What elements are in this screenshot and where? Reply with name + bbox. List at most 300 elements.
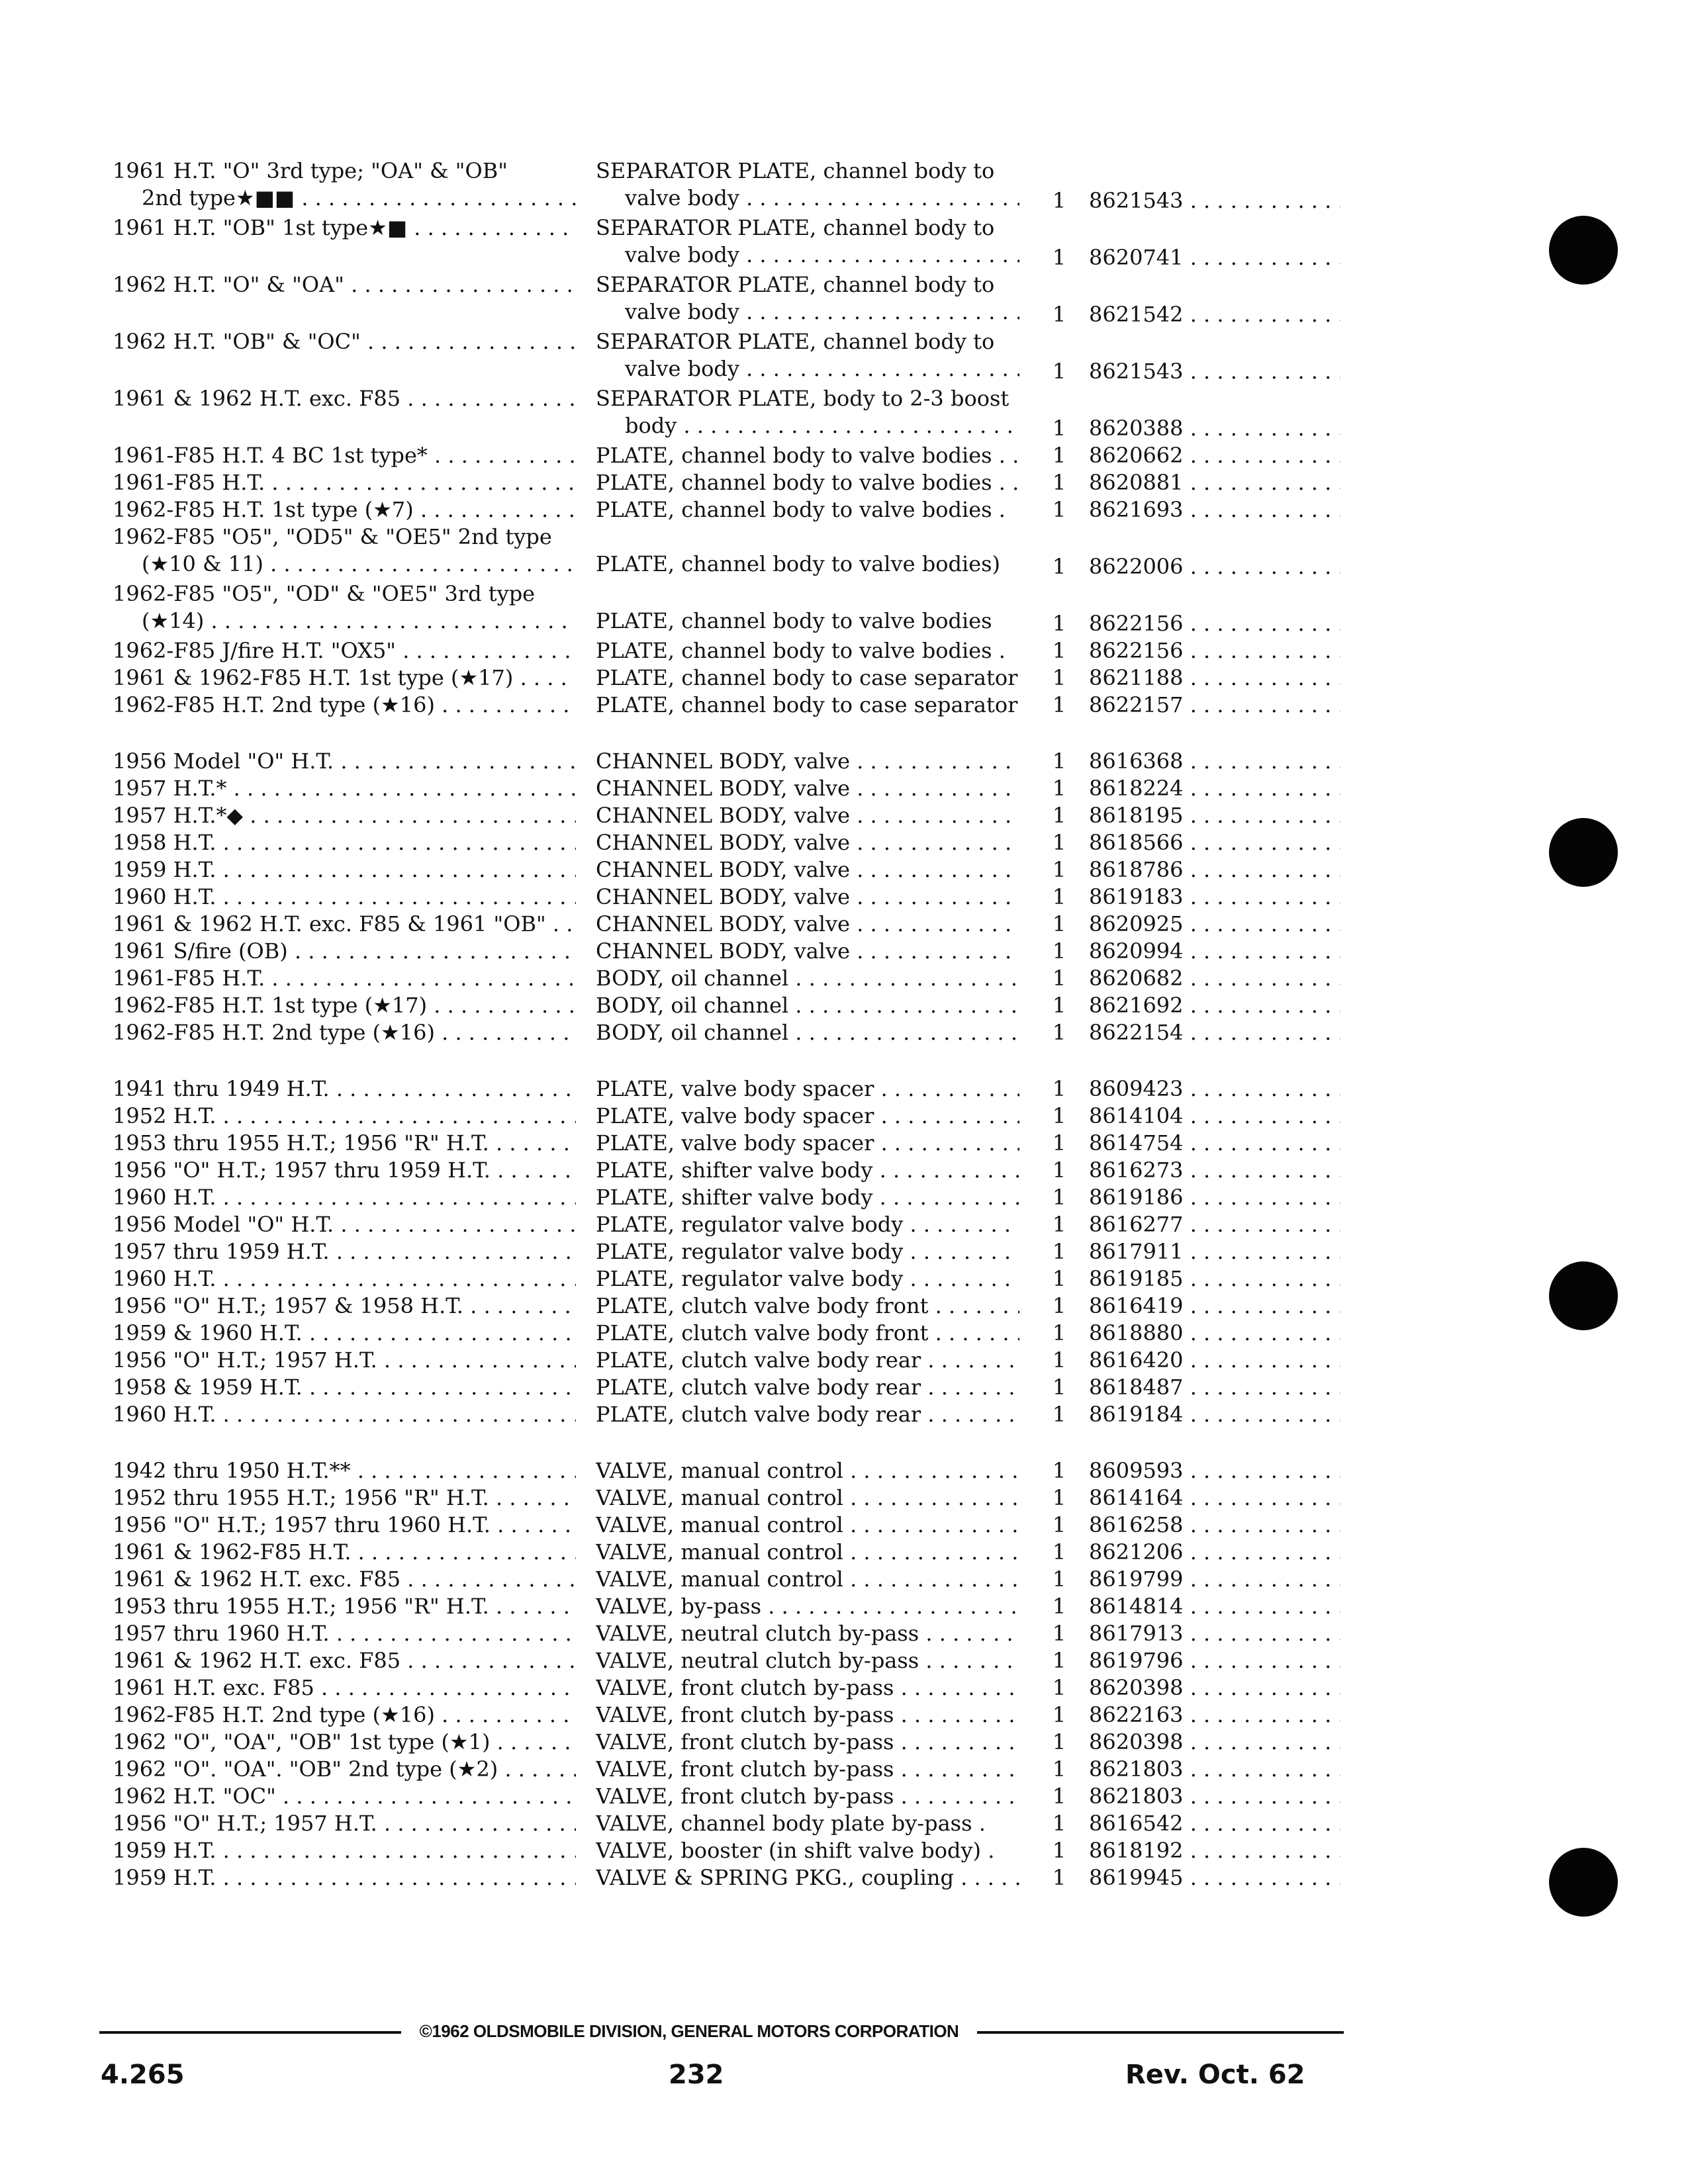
description-cell [596, 1075, 1019, 1103]
application-cell [113, 1783, 576, 1810]
description-text: PLATE, clutch valve body rear . . . [596, 1347, 1019, 1374]
application-text: 1962-F85 H.T. 1st type (★7) . . . [113, 497, 576, 522]
part-number-cell: 8620741 . . . [1089, 244, 1340, 271]
part-row [113, 1566, 1357, 1593]
quantity-cell: 1 [1052, 359, 1066, 384]
description-text: CHANNEL BODY, valve . . . [596, 829, 1019, 856]
part-number-cell: 8620994 . . . [1089, 938, 1340, 965]
description-cell [596, 1457, 1019, 1484]
description-cell [596, 748, 1019, 775]
application-text: (★10 & 11) . . . [113, 551, 576, 578]
quantity-cell: 1 [1052, 1594, 1066, 1619]
description-cell [596, 1756, 1019, 1783]
quantity-cell: 1 [1052, 1621, 1066, 1646]
application-text: 1961 & 1962 H.T. exc. F85 & 1961 "OB" . . . [113, 911, 576, 936]
application-text: 1960 H.T. . . . [113, 884, 576, 909]
description-cell [596, 856, 1019, 884]
part-row [113, 664, 1357, 692]
description-text: CHANNEL BODY, valve . . . [596, 884, 1019, 911]
description-text: VALVE, front clutch by-pass . . . [596, 1702, 1019, 1729]
application-cell [113, 1620, 576, 1647]
application-cell [113, 1265, 576, 1293]
part-row [113, 1484, 1357, 1512]
part-row [113, 523, 1357, 580]
application-cell [113, 1019, 576, 1046]
part-number-cell: 8622006 . . . [1089, 553, 1340, 580]
part-number-cell: 8618192 . . . [1089, 1837, 1340, 1864]
part-number-cell: 8618566 . . . [1089, 829, 1340, 856]
binder-hole [1549, 818, 1618, 887]
description-text: CHANNEL BODY, valve . . . [596, 802, 1019, 829]
quantity-cell: 1 [1052, 938, 1066, 964]
part-number-cell: 8622157 . . . [1089, 692, 1340, 719]
application-text: 1956 Model "O" H.T. . . . [113, 1212, 576, 1237]
application-cell [113, 748, 576, 775]
quantity-cell: 1 [1052, 1512, 1066, 1537]
application-text: 1956 "O" H.T.; 1957 thru 1960 H.T. . . . [113, 1512, 576, 1537]
part-row [113, 1320, 1357, 1347]
quantity-cell: 1 [1052, 443, 1066, 468]
part-row [113, 1374, 1357, 1401]
application-text: 1960 H.T. . . . [113, 1266, 576, 1291]
binder-hole [1549, 1261, 1618, 1330]
application-cell [113, 1293, 576, 1320]
quantity-cell: 1 [1052, 1347, 1066, 1373]
quantity-cell: 1 [1052, 1266, 1066, 1291]
application-cell [113, 1837, 576, 1864]
part-number-cell: 8618195 . . . [1089, 802, 1340, 829]
part-row [113, 1864, 1357, 1891]
application-cell [113, 664, 576, 692]
part-number-cell: 8621206 . . . [1089, 1539, 1340, 1566]
description-cell [596, 469, 1019, 496]
part-row [113, 1293, 1357, 1320]
revision-date: Rev. Oct. 62 [1125, 2060, 1305, 2090]
description-cell [596, 992, 1019, 1019]
application-text: 1961 & 1962-F85 H.T. 1st type (★17) . . . [113, 665, 576, 690]
quantity-cell: 1 [1052, 1539, 1066, 1565]
description-cell [596, 1265, 1019, 1293]
description-text: PLATE, shifter valve body . . . [596, 1184, 1019, 1211]
description-cell [596, 1103, 1019, 1130]
description-cell [596, 214, 1019, 269]
description-cell [596, 775, 1019, 802]
description-text [596, 523, 1019, 551]
part-row [113, 1184, 1357, 1211]
description-cell [596, 884, 1019, 911]
application-cell [113, 1401, 576, 1428]
description-text: VALVE, manual control . . . [596, 1566, 1019, 1593]
application-cell [113, 1457, 576, 1484]
quantity-cell: 1 [1052, 497, 1066, 522]
part-number-cell: 8619796 . . . [1089, 1647, 1340, 1674]
quantity-cell: 1 [1052, 1076, 1066, 1101]
binder-hole [1549, 216, 1618, 285]
description-cell [596, 1810, 1019, 1837]
part-row [113, 938, 1357, 965]
description-text: PLATE, clutch valve body front . . . [596, 1293, 1019, 1320]
description-cell [596, 965, 1019, 992]
description-text: PLATE, clutch valve body rear . . . [596, 1401, 1019, 1428]
quantity-cell: 1 [1052, 1675, 1066, 1700]
application-cell [113, 1484, 576, 1512]
description-text: valve body . . . [596, 185, 1019, 212]
description-cell [596, 1184, 1019, 1211]
part-row [113, 911, 1357, 938]
application-cell [113, 328, 576, 355]
part-number-cell: 8622163 . . . [1089, 1702, 1340, 1729]
application-cell [113, 1320, 576, 1347]
quantity-cell: 1 [1052, 1458, 1066, 1483]
quantity-cell: 1 [1052, 665, 1066, 690]
part-row [113, 158, 1357, 214]
description-text: PLATE, valve body spacer . . . [596, 1103, 1019, 1130]
part-number-cell: 8619183 . . . [1089, 884, 1340, 911]
description-text: PLATE, channel body to case separator . . . [596, 692, 1019, 719]
application-text: 2nd type★■■ . . . [113, 185, 576, 212]
part-row [113, 1265, 1357, 1293]
description-text: SEPARATOR PLATE, channel body to [596, 158, 995, 183]
part-number-cell: 8620398 . . . [1089, 1729, 1340, 1756]
description-text: VALVE, booster (in shift valve body) . [596, 1838, 995, 1863]
part-row [113, 1512, 1357, 1539]
application-text: 1953 thru 1955 H.T.; 1956 "R" H.T. . . . [113, 1130, 576, 1156]
part-row [113, 1103, 1357, 1130]
quantity-cell: 1 [1052, 1375, 1066, 1400]
description-text: PLATE, channel body to case separator . . . [596, 664, 1019, 692]
application-cell [113, 829, 576, 856]
part-number-cell: 8614164 . . . [1089, 1484, 1340, 1512]
description-text: valve body . . . [596, 242, 1019, 269]
application-text: 1962-F85 H.T. 2nd type (★16) . . . [113, 692, 576, 717]
description-text: PLATE, shifter valve body . . . [596, 1157, 1019, 1184]
part-number-cell: 8618487 . . . [1089, 1374, 1340, 1401]
description-text: PLATE, channel body to valve bodies) [596, 551, 1001, 576]
part-number-cell: 8621542 . . . [1089, 301, 1340, 328]
quantity-cell: 1 [1052, 692, 1066, 717]
part-row [113, 1783, 1357, 1810]
part-number-cell: 8618786 . . . [1089, 856, 1340, 884]
description-cell [596, 1293, 1019, 1320]
quantity-cell: 1 [1052, 188, 1066, 213]
part-row [113, 965, 1357, 992]
application-text: 1961 H.T. "O" 3rd type; "OA" & "OB" [113, 158, 508, 183]
part-number-cell: 8616420 . . . [1089, 1347, 1340, 1374]
description-cell [596, 1864, 1019, 1891]
part-number-cell: 8618880 . . . [1089, 1320, 1340, 1347]
description-cell [596, 1019, 1019, 1046]
application-text: 1956 "O" H.T.; 1957 thru 1959 H.T. . . . [113, 1158, 576, 1183]
part-row [113, 992, 1357, 1019]
part-number-cell: 8616419 . . . [1089, 1293, 1340, 1320]
quantity-cell: 1 [1052, 1020, 1066, 1045]
page-number: 232 [669, 2060, 724, 2090]
description-text: VALVE, front clutch by-pass . . . [596, 1729, 1019, 1756]
description-text: VALVE & SPRING PKG., coupling . . . [596, 1864, 1019, 1891]
description-text: CHANNEL BODY, valve . . . [596, 938, 1019, 965]
description-cell [596, 1837, 1019, 1864]
footer-rule-left [99, 2031, 410, 2034]
application-cell [113, 1810, 576, 1837]
application-cell [113, 1130, 576, 1157]
description-text: PLATE, regulator valve body . . . [596, 1238, 1019, 1265]
part-row [113, 1019, 1357, 1046]
description-cell [596, 1566, 1019, 1593]
part-number-cell: 8621803 . . . [1089, 1783, 1340, 1810]
description-cell [596, 442, 1019, 469]
quantity-cell: 1 [1052, 1103, 1066, 1128]
quantity-cell: 1 [1052, 611, 1066, 636]
part-number-cell: 8622156 . . . [1089, 610, 1340, 637]
description-text: CHANNEL BODY, valve . . . [596, 911, 1019, 938]
application-text: 1962 "O". "OA". "OB" 2nd type (★2) . . . . [113, 1756, 576, 1782]
application-text: 1942 thru 1950 H.T.** . . . [113, 1458, 576, 1483]
part-number-cell: 8619184 . . . [1089, 1401, 1340, 1428]
description-text: PLATE, channel body to valve bodies . . . [596, 469, 1019, 496]
part-row [113, 1620, 1357, 1647]
part-row [113, 1702, 1357, 1729]
description-cell [596, 1130, 1019, 1157]
part-row [113, 1130, 1357, 1157]
quantity-cell: 1 [1052, 884, 1066, 909]
part-number-cell: 8620925 . . . [1089, 911, 1340, 938]
part-number-cell: 8614754 . . . [1089, 1130, 1340, 1157]
part-row [113, 1756, 1357, 1783]
description-text: BODY, oil channel . . . [596, 1019, 1019, 1046]
quantity-cell: 1 [1052, 1293, 1066, 1318]
application-text: 1953 thru 1955 H.T.; 1956 "R" H.T. . . . [113, 1594, 576, 1619]
application-text: 1962-F85 "O5", "OD5" & "OE5" 2nd type [113, 524, 552, 549]
description-cell [596, 664, 1019, 692]
description-text: VALVE, manual control . . . [596, 1457, 1019, 1484]
application-cell [113, 775, 576, 802]
part-number-cell: 8614814 . . . [1089, 1593, 1340, 1620]
description-text: CHANNEL BODY, valve . . . [596, 748, 1019, 775]
application-cell [113, 523, 576, 578]
part-number-cell: 8621803 . . . [1089, 1756, 1340, 1783]
quantity-cell: 1 [1052, 1838, 1066, 1863]
description-text: PLATE, valve body spacer . . . [596, 1130, 1019, 1157]
part-row [113, 1539, 1357, 1566]
part-row [113, 385, 1357, 442]
description-text: VALVE, neutral clutch by-pass . . . [596, 1620, 1019, 1647]
application-cell [113, 442, 576, 469]
description-cell [596, 1620, 1019, 1647]
application-cell [113, 496, 576, 523]
description-cell [596, 1484, 1019, 1512]
quantity-cell: 1 [1052, 857, 1066, 882]
application-text: 1962 H.T. "O" & "OA" . . . [113, 272, 576, 297]
part-row [113, 1593, 1357, 1620]
description-text: PLATE, channel body to valve bodies . [596, 638, 1006, 663]
quantity-cell: 1 [1052, 803, 1066, 828]
part-number-cell: 8622154 . . . [1089, 1019, 1340, 1046]
description-cell [596, 1238, 1019, 1265]
application-text: 1961 & 1962 H.T. exc. F85 . . . [113, 1648, 576, 1673]
part-row [113, 1647, 1357, 1674]
description-cell [596, 1783, 1019, 1810]
description-text: PLATE, channel body to valve bodies . [596, 497, 1006, 522]
part-number-cell: 8620682 . . . [1089, 965, 1340, 992]
part-number-cell: 8616277 . . . [1089, 1211, 1340, 1238]
application-text: 1958 H.T. . . . [113, 830, 576, 855]
quantity-cell: 1 [1052, 1865, 1066, 1890]
application-text: 1956 Model "O" H.T. . . . [113, 749, 576, 774]
description-text [596, 580, 1019, 608]
parts-group [113, 1075, 1357, 1428]
quantity-cell: 1 [1052, 1648, 1066, 1673]
part-number-cell: 8618224 . . . [1089, 775, 1340, 802]
parts-group [113, 748, 1357, 1046]
quantity-cell: 1 [1052, 1784, 1066, 1809]
application-cell [113, 1374, 576, 1401]
quantity-cell: 1 [1052, 1185, 1066, 1210]
description-text: valve body . . . [596, 298, 1019, 326]
application-text: 1959 H.T. . . . [113, 857, 576, 882]
application-text: 1959 & 1960 H.T. . . . [113, 1320, 576, 1345]
part-row [113, 1674, 1357, 1702]
part-row [113, 884, 1357, 911]
description-text: VALVE, manual control . . . [596, 1539, 1019, 1566]
application-text: 1961 & 1962-F85 H.T. . . . [113, 1539, 576, 1565]
application-text: 1956 "O" H.T.; 1957 & 1958 H.T. . . . [113, 1293, 576, 1318]
application-text: 1959 H.T. . . . [113, 1838, 576, 1863]
application-text: 1957 thru 1960 H.T. . . . [113, 1621, 576, 1646]
application-cell [113, 1593, 576, 1620]
description-text: BODY, oil channel . . . [596, 965, 1019, 992]
description-cell [596, 637, 1019, 664]
application-cell [113, 1211, 576, 1238]
description-text: BODY, oil channel . . . [596, 992, 1019, 1019]
application-cell [113, 469, 576, 496]
copyright-notice: ©1962 OLDSMOBILE DIVISION, GENERAL MOTORS CORPORATION [401, 2019, 977, 2043]
application-text: 1962 H.T. "OB" & "OC" . . . [113, 329, 576, 354]
application-text: 1962 "O", "OA", "OB" 1st type (★1) . . . [113, 1729, 576, 1754]
application-cell [113, 1729, 576, 1756]
application-text: 1956 "O" H.T.; 1957 H.T. . . . [113, 1347, 576, 1373]
quantity-cell: 1 [1052, 1756, 1066, 1782]
application-cell [113, 1756, 576, 1783]
application-cell [113, 1157, 576, 1184]
quantity-cell: 1 [1052, 1567, 1066, 1592]
application-cell [113, 158, 576, 212]
quantity-cell: 1 [1052, 245, 1066, 270]
parts-group [113, 1457, 1357, 1891]
part-row [113, 1347, 1357, 1374]
part-number-cell: 8622156 . . . [1089, 637, 1340, 664]
quantity-cell: 1 [1052, 1485, 1066, 1510]
description-text: PLATE, clutch valve body front . . . [596, 1320, 1019, 1347]
part-number-cell: 8609593 . . . [1089, 1457, 1340, 1484]
quantity-cell: 1 [1052, 302, 1066, 327]
part-row [113, 1211, 1357, 1238]
application-text: 1961 & 1962 H.T. exc. F85 . . . [113, 386, 576, 411]
application-text: 1961-F85 H.T. . . . [113, 966, 576, 991]
quantity-cell: 1 [1052, 416, 1066, 441]
description-text: PLATE, channel body to valve bodies [596, 608, 992, 633]
part-row [113, 829, 1357, 856]
part-number-cell: 8620398 . . . [1089, 1674, 1340, 1702]
part-row [113, 442, 1357, 469]
description-cell [596, 911, 1019, 938]
application-cell [113, 992, 576, 1019]
part-row [113, 748, 1357, 775]
application-cell [113, 1184, 576, 1211]
binder-hole [1549, 1848, 1618, 1917]
application-cell [113, 884, 576, 911]
application-text: 1962-F85 H.T. 2nd type (★16) . . . [113, 1020, 576, 1045]
part-number-cell: 8617911 . . . [1089, 1238, 1340, 1265]
part-number-cell: 8621188 . . . [1089, 664, 1340, 692]
application-cell [113, 1512, 576, 1539]
description-text: valve body . . . [596, 355, 1019, 383]
application-text: 1956 "O" H.T.; 1957 H.T. . . . [113, 1811, 576, 1836]
application-text: 1957 H.T.*◆ . . . [113, 803, 576, 828]
application-cell [113, 938, 576, 965]
part-number-cell: 8619799 . . . [1089, 1566, 1340, 1593]
description-text: VALVE, front clutch by-pass . . . [596, 1674, 1019, 1702]
description-cell [596, 496, 1019, 523]
description-cell [596, 158, 1019, 212]
part-row [113, 1729, 1357, 1756]
part-number-cell: 8616542 . . . [1089, 1810, 1340, 1837]
description-cell [596, 271, 1019, 326]
part-row [113, 856, 1357, 884]
description-text: PLATE, clutch valve body rear . . . [596, 1374, 1019, 1401]
description-text: PLATE, channel body to valve bodies . . . [596, 442, 1019, 469]
part-number-cell: 8620881 . . . [1089, 469, 1340, 496]
part-row [113, 469, 1357, 496]
description-text: VALVE, manual control . . . [596, 1484, 1019, 1512]
quantity-cell: 1 [1052, 554, 1066, 579]
description-text: CHANNEL BODY, valve . . . [596, 775, 1019, 802]
application-text: 1961-F85 H.T. 4 BC 1st type* . . . [113, 443, 576, 468]
part-number-cell: 8619185 . . . [1089, 1265, 1340, 1293]
footer-rule-right [966, 2031, 1344, 2034]
part-number-cell: 8616368 . . . [1089, 748, 1340, 775]
application-cell [113, 1864, 576, 1891]
part-row [113, 1157, 1357, 1184]
application-text: 1961 H.T. exc. F85 . . . [113, 1675, 576, 1700]
quantity-cell: 1 [1052, 1811, 1066, 1836]
part-number-cell: 8616273 . . . [1089, 1157, 1340, 1184]
description-cell [596, 1647, 1019, 1674]
part-number-cell: 8619945 . . . [1089, 1864, 1340, 1891]
application-cell [113, 1103, 576, 1130]
binder-holes [1549, 0, 1628, 2184]
quantity-cell: 1 [1052, 1130, 1066, 1156]
part-row [113, 214, 1357, 271]
description-cell [596, 385, 1019, 439]
quantity-cell: 1 [1052, 830, 1066, 855]
description-cell [596, 1157, 1019, 1184]
description-cell [596, 580, 1019, 635]
application-cell [113, 385, 576, 412]
description-text: SEPARATOR PLATE, channel body to [596, 272, 995, 297]
application-cell [113, 271, 576, 298]
description-cell [596, 1702, 1019, 1729]
part-row [113, 1810, 1357, 1837]
part-row [113, 1075, 1357, 1103]
application-cell [113, 1075, 576, 1103]
part-number-cell: 8620388 . . . [1089, 415, 1340, 442]
part-number-cell: 8617913 . . . [1089, 1620, 1340, 1647]
application-text: 1960 H.T. . . . [113, 1402, 576, 1427]
description-cell [596, 1729, 1019, 1756]
part-row [113, 271, 1357, 328]
application-text: 1952 H.T. . . . [113, 1103, 576, 1128]
application-text: 1962-F85 "O5", "OD" & "OE5" 3rd type [113, 581, 536, 606]
